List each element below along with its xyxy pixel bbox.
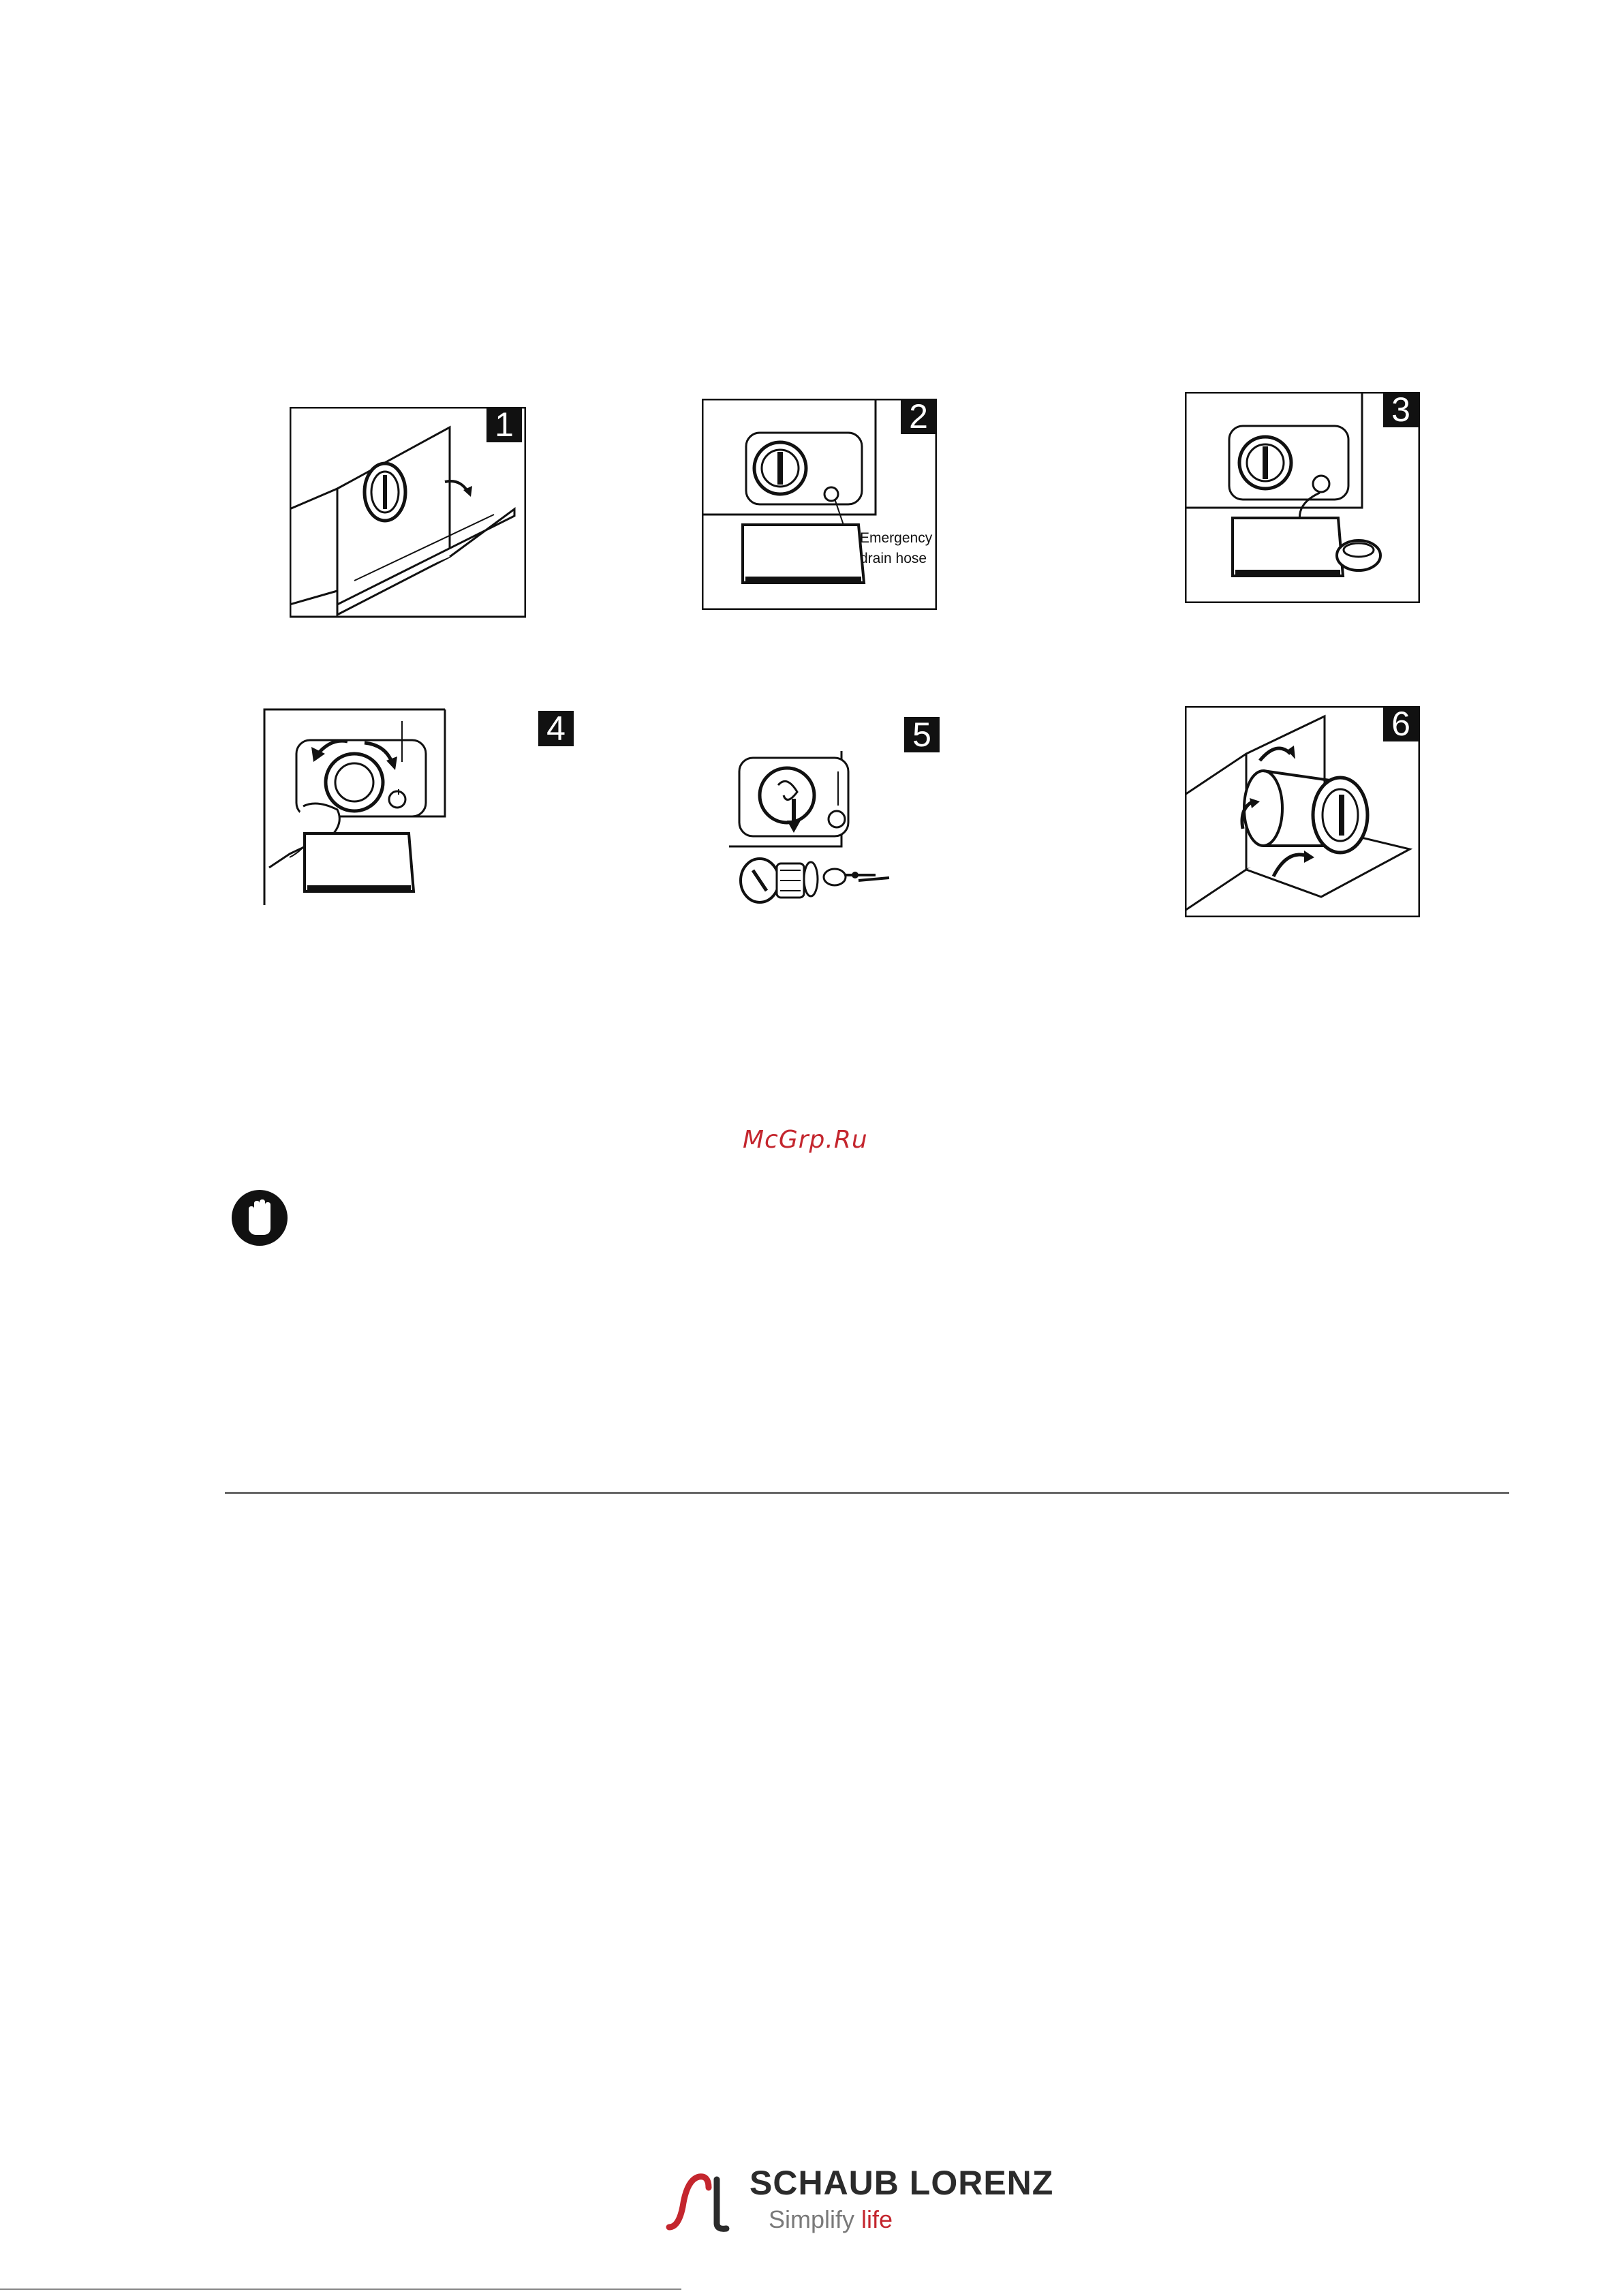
step-number-badge: 2 bbox=[901, 399, 936, 434]
hand-stop-icon bbox=[230, 1189, 289, 1247]
section-divider bbox=[225, 1492, 1509, 1494]
annotation-line-2: drain hose bbox=[860, 551, 927, 567]
figure-step-1 bbox=[290, 407, 526, 618]
tagline-part-1: Simplify bbox=[769, 2205, 855, 2233]
unscrew-filter-illustration bbox=[262, 707, 576, 905]
step-number-badge: 6 bbox=[1383, 706, 1419, 741]
step-number-badge: 4 bbox=[538, 711, 574, 746]
step-number-badge: 3 bbox=[1383, 392, 1419, 427]
footer-line bbox=[0, 2289, 681, 2290]
figure-step-2 bbox=[702, 399, 937, 610]
figure-step-3 bbox=[1185, 392, 1420, 603]
step-number-badge: 5 bbox=[904, 717, 940, 752]
brand-logo bbox=[661, 2160, 1083, 2242]
annotation-line-1: Emergency bbox=[860, 530, 933, 546]
brand-tagline bbox=[769, 2205, 893, 2234]
brand-name: SCHAUB LORENZ bbox=[749, 2164, 1054, 2202]
figure-step-5 bbox=[722, 717, 950, 921]
figure-step-4 bbox=[262, 707, 576, 905]
brand-mark-icon bbox=[661, 2160, 743, 2242]
figure-step-6 bbox=[1185, 706, 1420, 917]
tagline-part-2: life bbox=[861, 2205, 893, 2233]
emergency-drain-hose-label bbox=[860, 528, 932, 570]
step-number-badge: 1 bbox=[486, 407, 522, 442]
watermark-text: McGrp.Ru bbox=[743, 1126, 868, 1154]
